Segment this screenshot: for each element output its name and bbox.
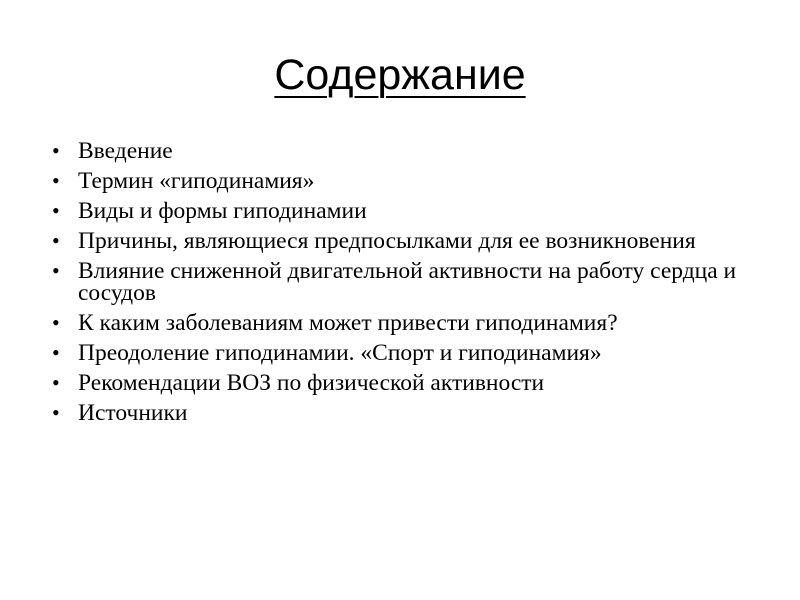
- bullet-icon: •: [52, 370, 60, 395]
- list-item-text: Рекомендации ВОЗ по физической активности: [78, 370, 545, 396]
- bullet-icon: •: [52, 340, 60, 365]
- bullet-icon: •: [52, 310, 60, 335]
- list-item: [52, 200, 752, 222]
- bullet-icon: •: [52, 258, 60, 283]
- list-item-text: Причины, являющиеся предпосылками для ее возникновения: [78, 228, 696, 254]
- list-item: [52, 402, 752, 424]
- list-item: [52, 372, 752, 394]
- list-item: [52, 260, 752, 304]
- contents-list: [52, 140, 752, 432]
- list-item-text: Преодоление гиподинамии. «Спорт и гиподинамия»: [78, 340, 602, 366]
- list-item-text: Виды и формы гиподинамии: [78, 198, 367, 224]
- list-item-text: Влияние сниженной двигательной активности на работу сердца и сосудов: [78, 258, 737, 306]
- list-item: [52, 170, 752, 192]
- slide-title: Содержание: [274, 51, 526, 99]
- list-item-text: Введение: [78, 138, 173, 164]
- list-item: [52, 140, 752, 162]
- bullet-icon: •: [52, 168, 60, 193]
- list-item: [52, 230, 752, 252]
- list-item-text: Источники: [78, 400, 188, 426]
- list-item-text: Термин «гиподинамия»: [78, 168, 315, 194]
- list-item-text: К каким заболеваниям может привести гиподинамия?: [78, 310, 618, 336]
- bullet-icon: •: [52, 228, 60, 253]
- list-item: [52, 342, 752, 364]
- bullet-icon: •: [52, 400, 60, 425]
- list-item: [52, 312, 752, 334]
- bullet-icon: •: [52, 198, 60, 223]
- bullet-icon: •: [52, 138, 60, 163]
